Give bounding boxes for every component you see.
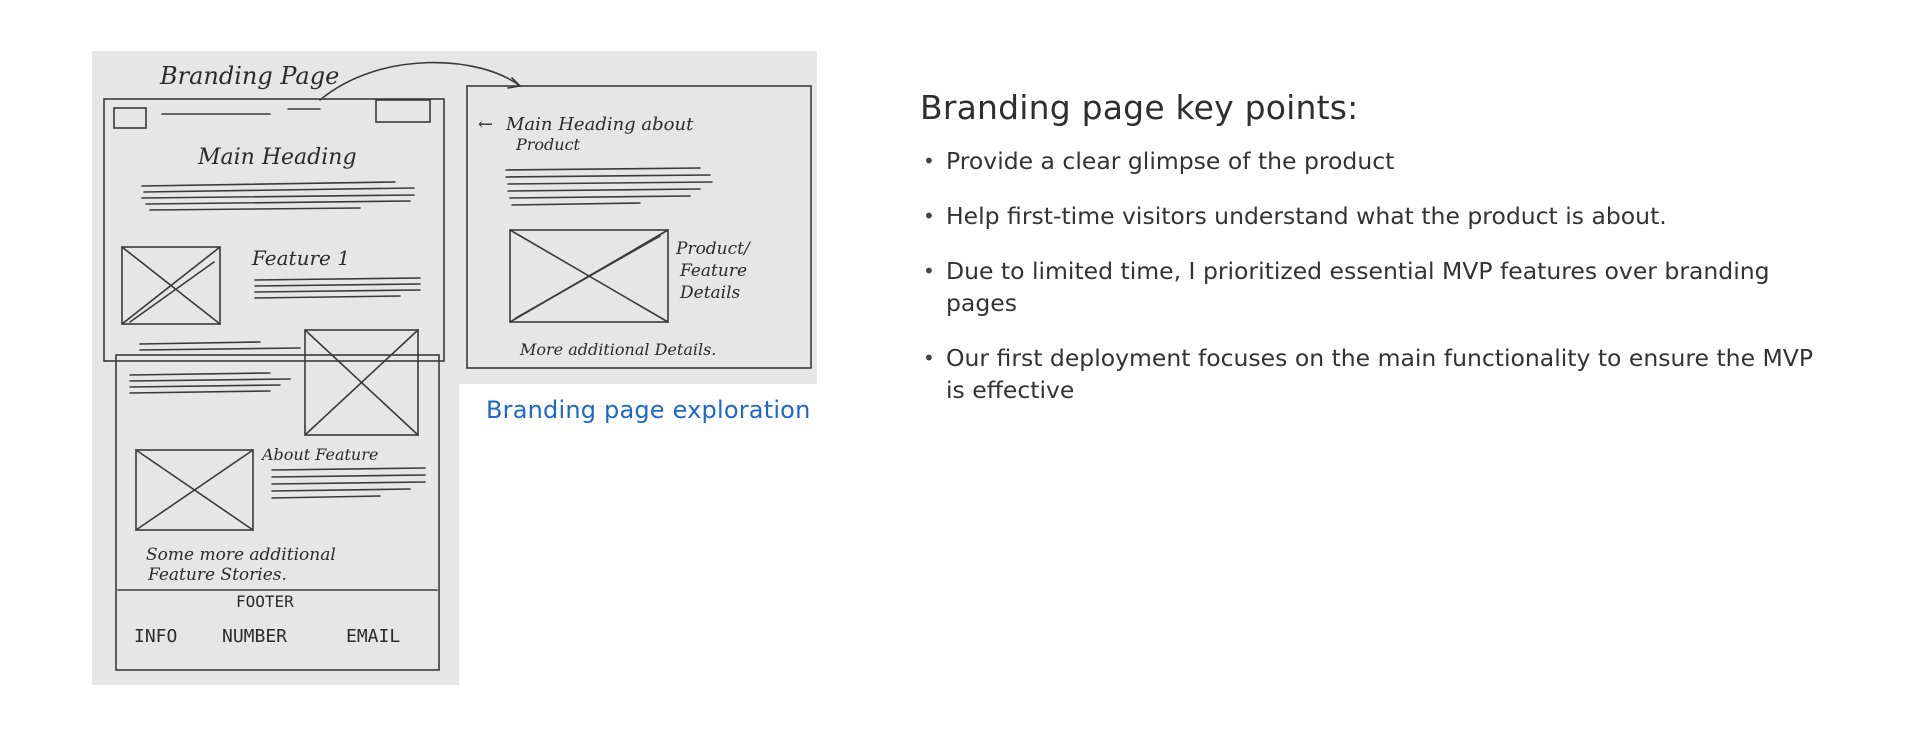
key-point-item: • Due to limited time, I prioritized essential MVP features over branding pages <box>920 255 1820 319</box>
sketch-details-line-2: Feature <box>680 261 748 281</box>
sketch-about-feature: About Feature <box>262 445 379 464</box>
sketch-arrow-label: ← <box>478 114 494 135</box>
key-points-section <box>920 88 1820 429</box>
sketch-paper-right <box>459 51 817 384</box>
key-points-title: Branding page key points: <box>920 88 1359 127</box>
sketch-footer-number: NUMBER <box>222 626 288 647</box>
sketch-stories-line-1: Some more additional <box>146 545 336 565</box>
key-points-list <box>920 145 1820 406</box>
sketch-details-line-1: Product/ <box>676 239 750 259</box>
sketch-product: Product <box>516 135 580 154</box>
sketch-stories-line-2: Feature Stories. <box>148 565 287 585</box>
sketch-more-details: More additional Details. <box>520 340 717 359</box>
key-point-item: • Our first deployment focuses on the main functionality to ensure the MVP is effective <box>920 342 1820 406</box>
sketch-details-line-3: Details <box>680 283 741 303</box>
sketch-footer: FOOTER <box>236 592 294 611</box>
sketch-footer-info: INFO <box>134 626 178 647</box>
sketch-footer-email: EMAIL <box>346 626 401 647</box>
figure-caption: Branding page exploration <box>486 396 811 424</box>
sketch-main-heading-about: Main Heading about <box>506 114 694 135</box>
key-point-item: • Provide a clear glimpse of the product <box>920 145 1820 177</box>
key-point-item: • Help first-time visitors understand what the product is about. <box>920 200 1820 232</box>
sketch-page-title: Branding Page <box>160 62 340 90</box>
sketch-main-heading: Main Heading <box>198 145 357 170</box>
sketch-feature-1: Feature 1 <box>252 246 350 270</box>
